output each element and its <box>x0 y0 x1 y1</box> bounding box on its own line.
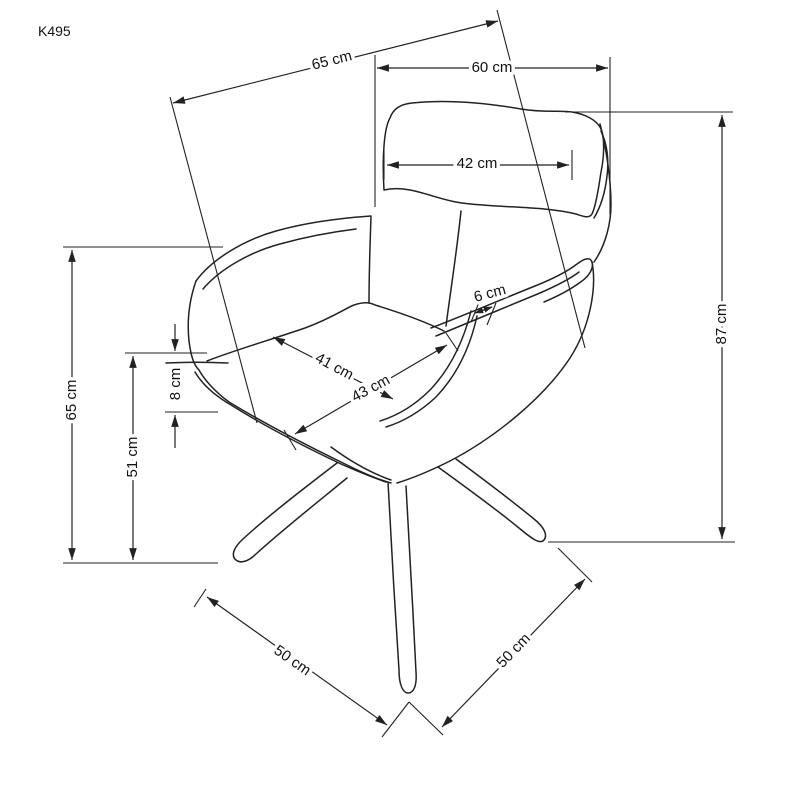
dimension-headrest-width <box>384 150 572 180</box>
chair-backrest-seam-left <box>369 217 371 303</box>
dim-label-headrest-width: 42 cm <box>456 154 498 172</box>
dim-label-armrest-width: 6 cm <box>471 281 508 306</box>
chair-left-shell-rim-inner <box>203 229 356 289</box>
chair-backrest-seam-right <box>446 211 461 326</box>
dim-label-base-width: 50 cm <box>493 630 534 672</box>
chair-seat-edge-left-detail <box>166 362 228 363</box>
dimension-base-depth <box>194 589 409 737</box>
chair-backshell-right-outer <box>594 124 611 262</box>
dimension-total-height <box>548 112 735 542</box>
dimension-base-width <box>409 548 592 735</box>
dimension-arm-height <box>63 247 223 563</box>
dim-label-base-depth: 50 cm <box>270 641 314 680</box>
dim-label-cushion-thickness: 8 cm <box>166 367 184 401</box>
dimension-seat-width <box>284 333 458 450</box>
dim-label-seat-width: 43 cm <box>348 371 393 406</box>
dim-label-total-height: 87 cm <box>712 303 730 345</box>
dim-label-overall-width: 60 cm <box>471 58 513 76</box>
dimension-seat-height <box>124 353 207 560</box>
dim-label-seat-depth: 41 cm <box>312 349 357 384</box>
chair-leg-right <box>438 459 546 542</box>
dim-label-arm-height: 65 cm <box>62 379 80 421</box>
chair-leg-front <box>388 482 416 693</box>
dimension-total-depth <box>170 10 585 423</box>
chair-armrest-top-inner <box>436 272 579 336</box>
chair-leg-left <box>233 463 347 562</box>
dimension-overall-width <box>375 55 610 215</box>
model-code-label: K495 <box>38 23 71 39</box>
chair-armrest-top-outer <box>431 259 592 328</box>
dim-label-total-depth: 65 cm <box>309 47 354 74</box>
dim-label-seat-height: 51 cm <box>123 436 141 478</box>
chair-seat-bowl-edge-inner <box>386 316 477 427</box>
